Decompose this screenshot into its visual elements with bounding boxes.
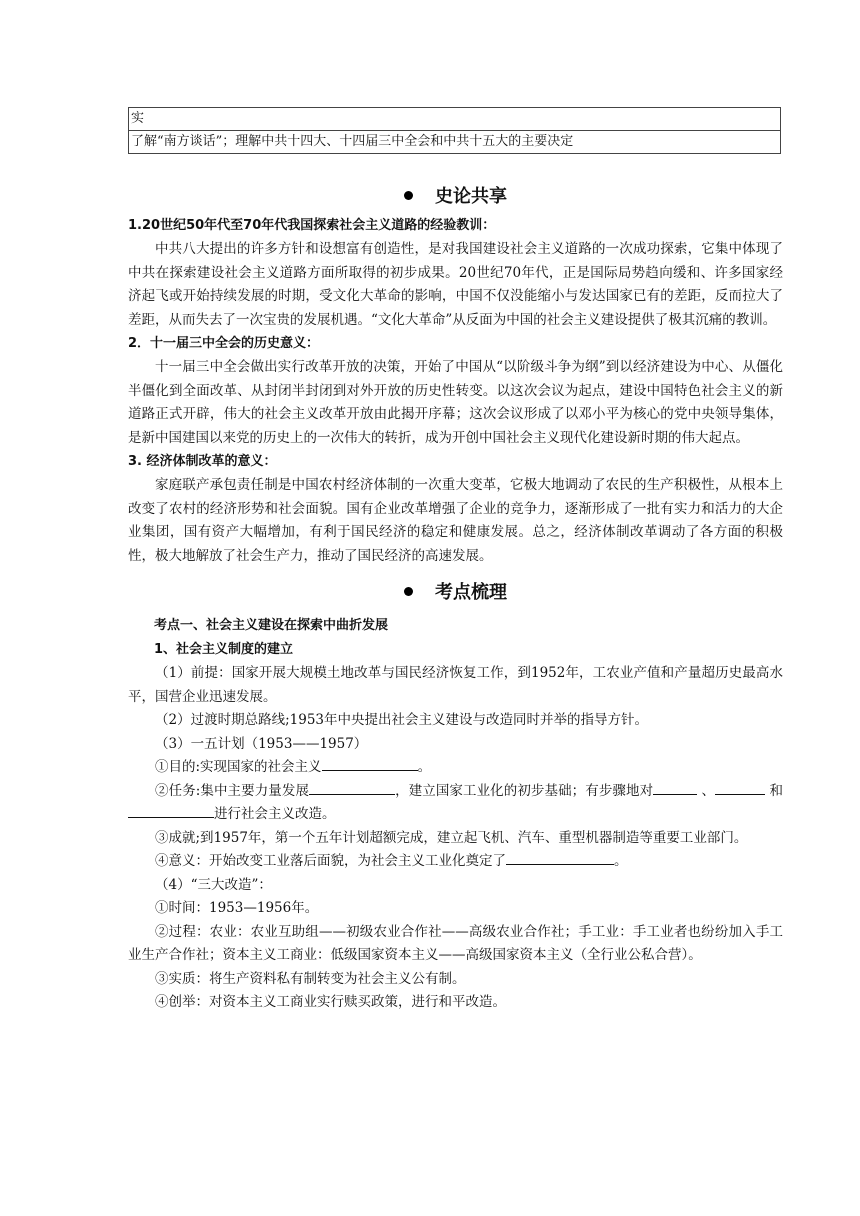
text: 。 — [614, 853, 628, 869]
text: 进行社会主义改造。 — [214, 806, 336, 822]
text: ④意义：开始改变工业落后面貌，为社会主义工业化奠定了 — [155, 853, 506, 869]
item-text-1: 中共八大提出的许多方针和设想富有创造性，是对我国建设社会主义道路的一次成功探索，它集中体现了中共在探索建设社会主义道路方面所取得的初步成果。20世纪70年代，正是国际局势趋向缓和、许多国家经济起飞或开始持续发展的时期，受文化大革命的影响，中国不仅没能缩小与发达国家已有的差距，反而拉大了差距，从而失去了一次宝贵的发展机遇。“文化大革命”从反面为中国的社会主义建设提供了极其沉痛的教训。 — [128, 241, 783, 328]
text: ，建立国家工业化的初步基础；有步骤地对 — [395, 782, 654, 799]
requirements-table-fragment — [128, 107, 781, 154]
section-title-text: 史论共享 — [435, 186, 507, 207]
table-row — [129, 108, 781, 131]
fill-blank[interactable] — [715, 780, 765, 795]
fill-blank[interactable] — [128, 803, 214, 818]
point-line: ③成就;到1957年，第一个五年计划超额完成，建立起飞机、汽车、重型机器制造等重要工业部门。 — [155, 829, 748, 846]
text: 。 — [417, 759, 432, 775]
text: ①目的:实现国家的社会主义 — [155, 759, 322, 775]
point-line: ③实质：将生产资料私有制转变为社会主义公有制。 — [155, 970, 466, 987]
text: 、 — [701, 782, 716, 799]
item-heading-2: 2．十一届三中全会的历史意义： — [128, 336, 320, 351]
fill-blank[interactable] — [309, 780, 395, 795]
point-line: ①时间：1953—1956年。 — [155, 900, 319, 916]
fill-blank[interactable] — [322, 756, 418, 771]
text: 和 — [769, 782, 783, 799]
item-text-3: 家庭联产承包责任制是中国农村经济体制的一次重大变革，它极大地调动了农民的生产积极性，从根本上改变了农村的经济形势和社会面貌。国有企业改革增强了企业的竞争力，逐渐形成了一批有实力和活力的大企业集团，国有资产大幅增加，有利于国民经济的稳定和健康发展。总之，经济体制改革调动了各方面的积极性，极大地解放了社会生产力，推动了国民经济的高速发展。 — [128, 477, 783, 564]
section-title-shilun — [128, 180, 783, 214]
table-row — [129, 131, 781, 154]
bullet-icon — [404, 191, 413, 200]
document-body — [128, 180, 783, 1015]
item-text-2: 十一届三中全会做出实行改革开放的决策，开始了中国从“以阶级斗争为纲”到以经济建设为中心、从僵化半僵化到全面改革、从封闭半封闭到对外开放的历史性转变。以这次会议为起点，建设中国特色社会主义的新道路正式开辟，伟大的社会主义改革开放由此揭开序幕；这次会议形成了以邓小平为核心的党中央领导集体，是新中国建国以来党的历史上的一次伟大的转折，成为开创中国社会主义现代化建设新时期的伟大起点。 — [128, 359, 783, 446]
sub-heading-1: 1、社会主义制度的建立 — [154, 642, 294, 657]
point-line: （4）“三大改造”： — [155, 876, 272, 893]
point-line-with-blank — [128, 780, 783, 827]
point-line: （2）过渡时期总路线;1953年中央提出社会主义建设与改造同时并举的指导方针。 — [155, 712, 648, 728]
point-line-with-blank — [128, 756, 783, 780]
fill-blank[interactable] — [506, 850, 614, 865]
point-line: （3）一五计划（1953——1957） — [155, 735, 368, 752]
point-line: ④创举：对资本主义工商业实行赎买政策，进行和平改造。 — [155, 994, 506, 1010]
point-line-with-blank — [128, 850, 783, 874]
bullet-icon — [404, 587, 413, 596]
item-heading-1: 1.20世纪50年代至70年代我国探索社会主义道路的经验教训： — [128, 218, 496, 233]
section-title-kaodian — [128, 576, 783, 610]
fill-blank[interactable] — [653, 780, 697, 795]
section-title-text: 考点梳理 — [435, 582, 507, 603]
kaodian-heading: 考点一、社会主义建设在探索中曲折发展 — [154, 618, 389, 633]
text: ②任务:集中主要力量发展 — [155, 782, 310, 799]
point-line: ②过程：农业：农业互助组——初级农业合作社——高级农业合作社；手工业：手工业者也纷纷加入手工业生产合作社；资本主义工商业：低级国家资本主义——高级国家资本主义（全行业公私合营）。 — [128, 923, 783, 963]
item-heading-3: 3. 经济体制改革的意义： — [128, 454, 277, 469]
table-cell: 实 — [129, 108, 781, 131]
table-cell: 了解“南方谈话”；理解中共十四大、十四届三中全会和中共十五大的主要决定 — [129, 131, 781, 154]
point-line: （1）前提：国家开展大规模土地改革与国民经济恢复工作，到1952年，工农业产值和产量超历史最高水平，国营企业迅速发展。 — [128, 665, 783, 705]
